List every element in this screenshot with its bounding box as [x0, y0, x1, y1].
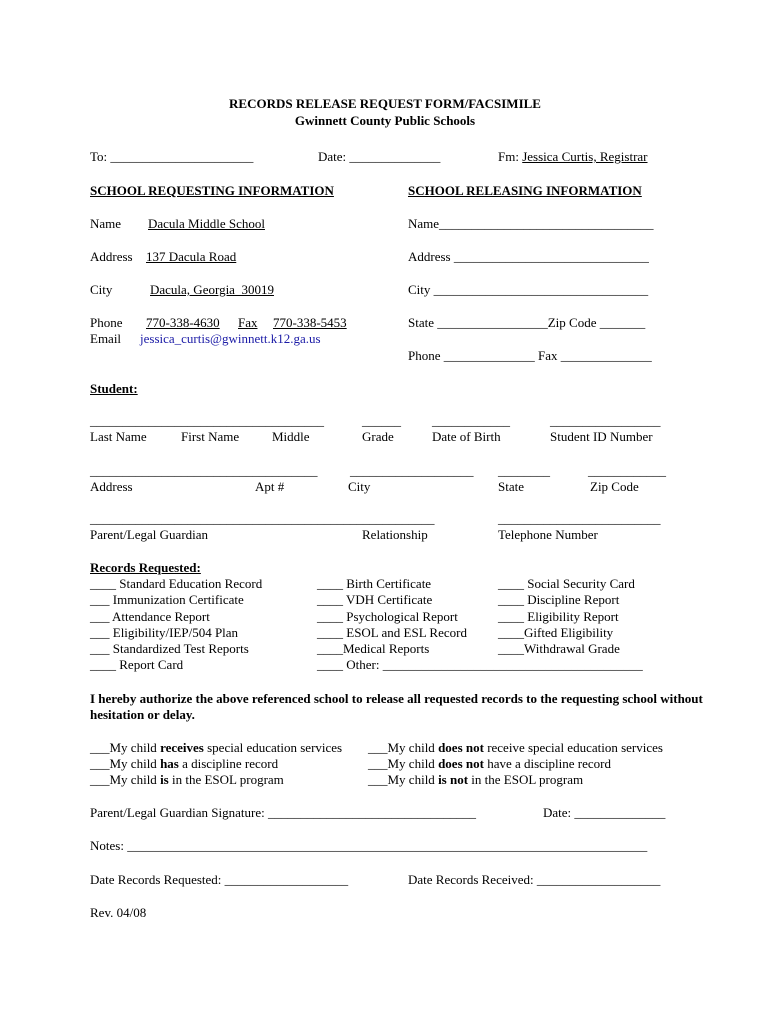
guardian-line[interactable]: _____________________________________________________ — [90, 511, 435, 526]
student-address-line[interactable]: ___________________________________ — [90, 463, 318, 478]
from-value: Jessica Curtis, Registrar — [522, 149, 648, 164]
req-email-link[interactable]: jessica_curtis@gwinnett.k12.ga.us — [140, 331, 321, 346]
req-city-label: City — [90, 282, 113, 297]
status-keyword: is not — [438, 772, 469, 787]
record-option[interactable]: ____ Birth Certificate — [317, 576, 432, 591]
apt-caption: Apt # — [255, 479, 285, 494]
record-option[interactable]: ___ Immunization Certificate — [90, 592, 244, 607]
status-discipline-no[interactable] — [368, 756, 611, 771]
student-name-line[interactable]: ____________________________________ — [90, 413, 324, 428]
req-city-value: Dacula, Georgia 30019 — [150, 282, 274, 297]
date-field[interactable]: Date: ______________ — [318, 149, 441, 164]
status-prefix: ___My child — [368, 740, 439, 755]
status-prefix: ___My child — [90, 740, 161, 755]
status-prefix: ___My child — [90, 756, 161, 771]
status-suffix: receive special education services — [483, 740, 663, 755]
status-keyword: has — [160, 756, 179, 771]
authorization-text: I hereby authorize the above referenced school to release all requested records to the requesting school without — [90, 691, 703, 706]
status-discipline-yes[interactable] — [90, 756, 278, 771]
city-caption: City — [348, 479, 371, 494]
req-phone-value: 770-338-4630 — [146, 315, 220, 330]
releasing-heading: SCHOOL RELEASING INFORMATION — [408, 183, 642, 198]
student-heading: Student: — [90, 381, 138, 396]
student-state-line[interactable]: ________ — [498, 463, 550, 478]
student-id-caption: Student ID Number — [550, 429, 653, 444]
student-zip-line[interactable]: ____________ — [588, 463, 666, 478]
status-suffix: have a discipline record — [483, 756, 611, 771]
grade-caption: Grade — [362, 429, 394, 444]
record-option[interactable]: ___ Standardized Test Reports — [90, 641, 249, 656]
record-option[interactable]: ____Withdrawal Grade — [498, 641, 620, 656]
record-option[interactable]: ____ Standard Education Record — [90, 576, 263, 591]
to-field[interactable]: To: ______________________ — [90, 149, 254, 164]
req-fax-value: 770-338-5453 — [273, 315, 347, 330]
status-suffix: special education services — [203, 740, 343, 755]
rel-address-field[interactable]: Address ______________________________ — [408, 249, 649, 264]
req-fax-label: Fax — [238, 315, 258, 330]
authorization-text-cont: hesitation or delay. — [90, 707, 195, 722]
req-name-label: Name — [90, 216, 122, 231]
notes-field[interactable]: Notes: ________________________________________________________________________________ — [90, 838, 648, 853]
zip-caption: Zip Code — [590, 479, 639, 494]
record-option[interactable]: ___ Eligibility/IEP/504 Plan — [90, 625, 239, 640]
status-esol-no[interactable] — [368, 772, 583, 787]
district-name: Gwinnett County Public Schools — [294, 113, 476, 128]
req-address-value: 137 Dacula Road — [146, 249, 237, 264]
rel-name-field[interactable]: Name_________________________________ — [408, 216, 654, 231]
requesting-heading: SCHOOL REQUESTING INFORMATION — [90, 183, 334, 198]
status-prefix: ___My child — [90, 772, 161, 787]
req-address-label: Address — [90, 249, 133, 264]
revision-label: Rev. 04/08 — [90, 905, 147, 920]
status-keyword: is — [160, 772, 169, 787]
student-city-line[interactable]: ___________________ — [350, 463, 474, 478]
student-grade-line[interactable]: ______ — [362, 413, 401, 428]
last-name-caption: Last Name — [90, 429, 147, 444]
guardian-caption: Parent/Legal Guardian — [90, 527, 209, 542]
status-keyword: does not — [438, 756, 484, 771]
req-email-label: Email — [90, 331, 122, 346]
records-heading: Records Requested: — [90, 560, 201, 575]
date-requested-field[interactable]: Date Records Requested: ___________________ — [90, 872, 349, 887]
status-keyword: does not — [438, 740, 484, 755]
record-option[interactable]: ____ Psychological Report — [317, 609, 458, 624]
dob-caption: Date of Birth — [432, 429, 501, 444]
student-dob-line[interactable]: ____________ — [432, 413, 510, 428]
req-name-value: Dacula Middle School — [148, 216, 265, 231]
status-suffix: a discipline record — [178, 756, 279, 771]
guardian-signature-field[interactable]: Parent/Legal Guardian Signature: ________________________________ — [90, 805, 476, 820]
address-caption: Address — [90, 479, 133, 494]
status-suffix: in the ESOL program — [168, 772, 284, 787]
form-title: RECORDS RELEASE REQUEST FORM/FACSIMILE — [229, 96, 541, 111]
record-option[interactable]: ____ Report Card — [90, 657, 184, 672]
signature-date-field[interactable]: Date: ______________ — [543, 805, 666, 820]
rel-city-field[interactable]: City _________________________________ — [408, 282, 649, 297]
record-option[interactable]: ____ ESOL and ESL Record — [317, 625, 467, 640]
status-keyword: receives — [160, 740, 204, 755]
status-prefix: ___My child — [368, 772, 439, 787]
record-option[interactable]: ____ VDH Certificate — [317, 592, 433, 607]
state-caption: State — [498, 479, 524, 494]
telephone-line[interactable]: _________________________ — [498, 511, 661, 526]
middle-caption: Middle — [272, 429, 310, 444]
status-special-ed-yes[interactable] — [90, 740, 342, 755]
from-label: Fm: — [498, 149, 523, 164]
record-option-other[interactable]: ____ Other: ________________________________________ — [317, 657, 643, 672]
record-option[interactable]: ___ Attendance Report — [90, 609, 210, 624]
telephone-caption: Telephone Number — [498, 527, 598, 542]
req-phone-label: Phone — [90, 315, 123, 330]
record-option[interactable]: ____Gifted Eligibility — [498, 625, 614, 640]
relationship-caption: Relationship — [362, 527, 428, 542]
status-suffix: in the ESOL program — [468, 772, 584, 787]
rel-state-zip-field[interactable]: State _________________Zip Code _______ — [408, 315, 646, 330]
student-id-line[interactable]: _________________ — [550, 413, 661, 428]
status-prefix: ___My child — [368, 756, 439, 771]
record-option[interactable]: ____ Discipline Report — [498, 592, 620, 607]
record-option[interactable]: ____ Social Security Card — [498, 576, 635, 591]
first-name-caption: First Name — [181, 429, 240, 444]
record-option[interactable]: ____Medical Reports — [317, 641, 430, 656]
rel-phone-fax-field[interactable]: Phone ______________ Fax ______________ — [408, 348, 652, 363]
status-esol-yes[interactable] — [90, 772, 284, 787]
date-received-field[interactable]: Date Records Received: ___________________ — [408, 872, 661, 887]
record-option[interactable]: ____ Eligibility Report — [498, 609, 619, 624]
status-special-ed-no[interactable] — [368, 740, 663, 755]
from-field — [498, 149, 648, 164]
